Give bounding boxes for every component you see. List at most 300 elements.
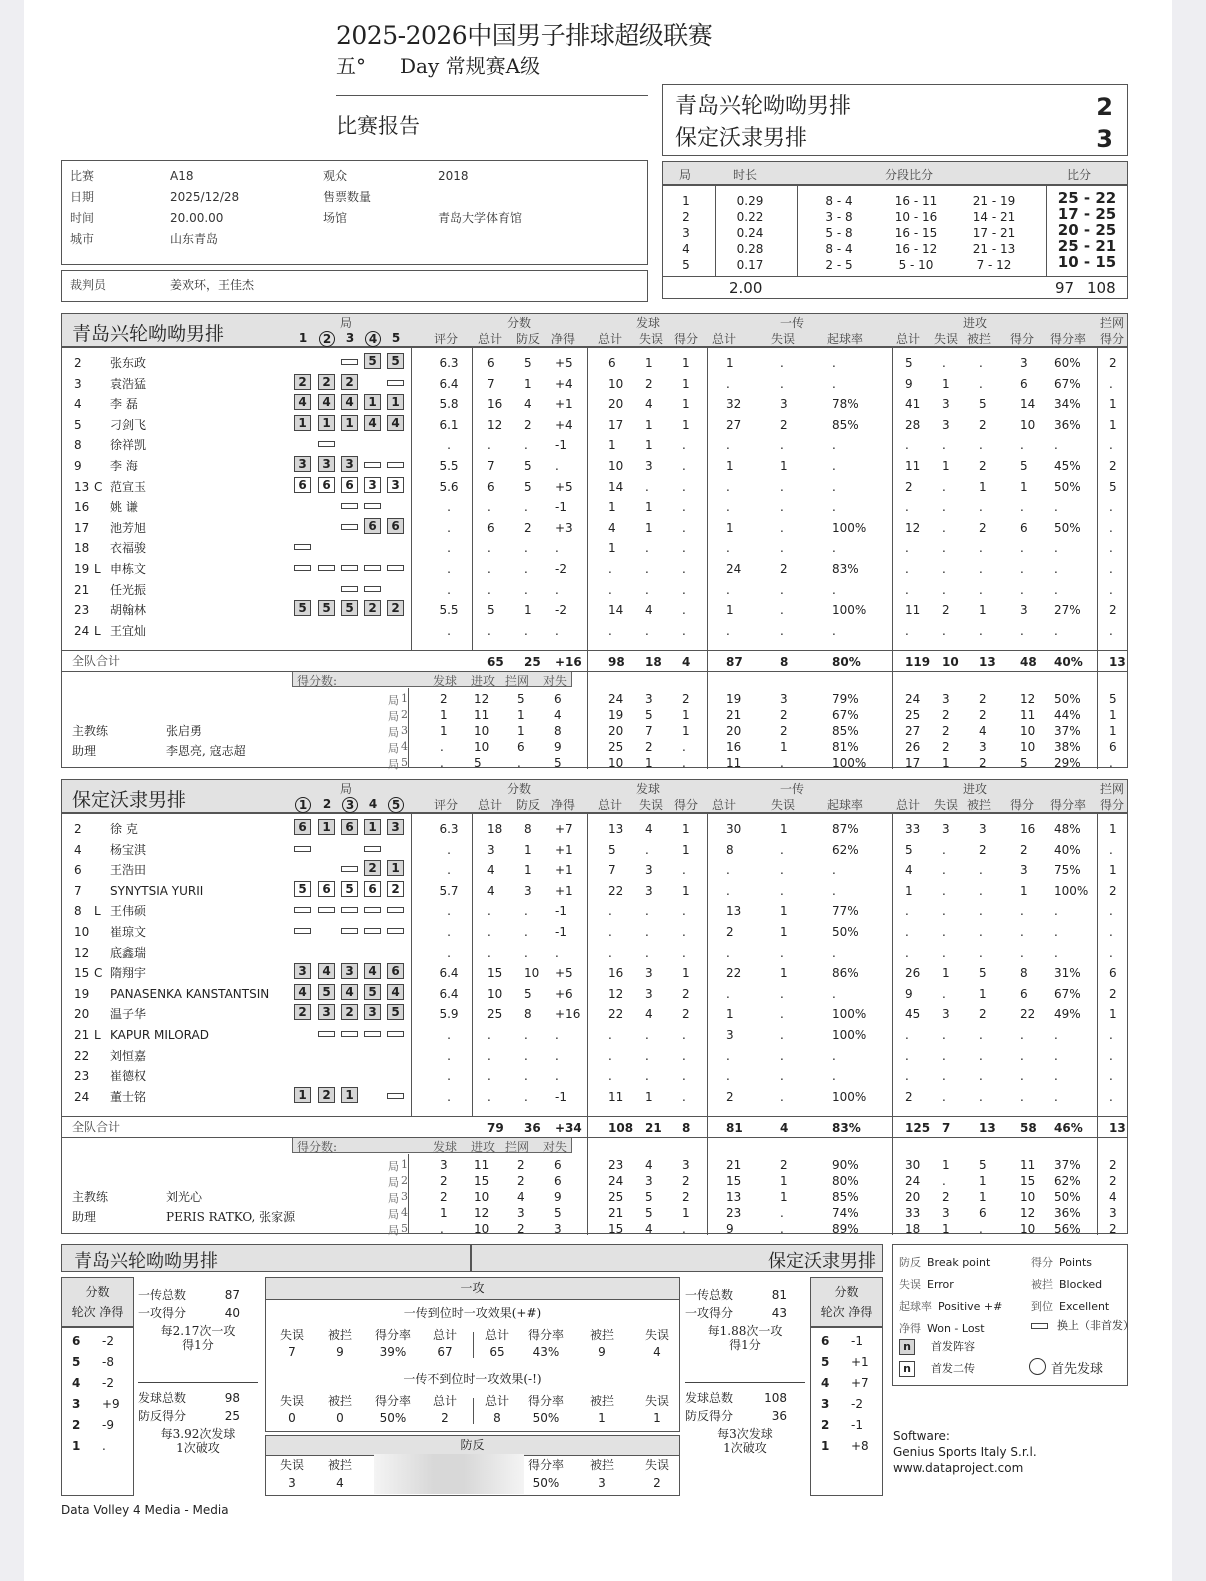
- stat-bp: 1: [524, 842, 532, 857]
- sideout-value: 9: [598, 1345, 606, 1359]
- player-row[interactable]: [62, 838, 1127, 859]
- stat-rt: 1: [726, 520, 734, 535]
- block-group-label: 拦网: [1100, 316, 1125, 330]
- player-row[interactable]: [62, 578, 1127, 599]
- set-p2: 5 - 10: [898, 258, 934, 272]
- set-stat-st: 15: [608, 1222, 624, 1236]
- stat-ap: 6: [1020, 520, 1028, 535]
- stat-bp: .: [524, 924, 528, 939]
- player-name: 王浩田: [110, 863, 147, 878]
- reception-group-label: 一传: [780, 782, 805, 796]
- set-stat-at: 24: [905, 692, 921, 706]
- stat-rt: 2: [726, 1089, 734, 1104]
- points-by-set-header: [292, 1138, 572, 1153]
- serve-group-label: 发球: [636, 316, 661, 330]
- player-row[interactable]: [62, 982, 1127, 1003]
- total-ap: 48: [1020, 655, 1037, 669]
- player-row[interactable]: [62, 961, 1127, 982]
- set-row-number: 1: [401, 692, 408, 705]
- set-stat-ab: 3: [979, 740, 987, 754]
- set-row-label: 局: [388, 726, 399, 739]
- rotation-row: [811, 1376, 882, 1397]
- player-rating: .: [447, 1027, 451, 1042]
- stat-rt: .: [726, 883, 730, 898]
- starting-rotation-box: 5: [341, 600, 358, 616]
- stat-ab: .: [979, 438, 983, 453]
- set-stat-at: 27: [905, 724, 921, 738]
- set-stat-se: 3: [645, 692, 653, 706]
- divider: [797, 186, 798, 276]
- starting-setter-box: 6: [294, 477, 311, 493]
- stat-st: .: [608, 1027, 612, 1042]
- player-row[interactable]: [62, 351, 1127, 372]
- home-bp-ratio-2: 1次破攻: [176, 1441, 220, 1455]
- set-stat-sp: 1: [682, 724, 690, 738]
- match-info-box: [61, 160, 648, 265]
- points-group-label: 分数: [507, 782, 532, 796]
- rotation-number: 2: [821, 1418, 830, 1432]
- player-row[interactable]: [62, 879, 1127, 900]
- set-stat-rt: 15: [726, 1174, 742, 1188]
- total-sp: 8: [682, 1121, 691, 1135]
- player-row[interactable]: [62, 392, 1127, 413]
- stat-bp: .: [524, 561, 528, 576]
- sideout-label: 总计: [432, 1394, 457, 1408]
- set-duration: 0.29: [736, 194, 764, 208]
- set-duration: 0.24: [736, 226, 764, 240]
- rotation-number: 6: [72, 1334, 81, 1348]
- set-p1: 3 - 8: [825, 210, 853, 224]
- venue-label: 场馆: [323, 211, 348, 225]
- pbs-header-pbs_serve: 发球: [433, 1140, 458, 1154]
- team-table-header: [62, 780, 1127, 814]
- set-stat-ap: 12: [1020, 1206, 1036, 1220]
- sideout-label: 失误: [644, 1394, 669, 1408]
- starting-rotation-box: 2: [318, 1087, 335, 1103]
- stat-bp: 8: [524, 822, 532, 836]
- round-day: Day: [400, 54, 440, 78]
- set-stat-re: .: [780, 1206, 784, 1220]
- stat-apc: 50%: [1054, 520, 1081, 535]
- substitution-marker: [387, 462, 404, 468]
- stat-ae: .: [942, 561, 946, 576]
- stat-ap: .: [1020, 438, 1024, 453]
- substitution-marker: [341, 928, 358, 934]
- substitution-legend-icon: [1031, 1323, 1048, 1329]
- stat-rp: .: [832, 541, 836, 556]
- first-serve-set-indicator: 2: [319, 331, 335, 347]
- player-number: 2: [74, 356, 82, 370]
- player-row[interactable]: [62, 475, 1127, 496]
- stat-ab: 5: [979, 397, 987, 412]
- substitution-marker: [341, 866, 358, 872]
- stat-se: .: [645, 479, 649, 494]
- legend-cn: 起球率: [899, 1300, 932, 1313]
- stat-net: .: [555, 623, 559, 638]
- stat-ae: 2: [942, 603, 950, 618]
- home-so-ratio-2: 得1分: [182, 1338, 214, 1352]
- set-duration: 0.22: [736, 210, 764, 224]
- sets-col-duration: [725, 193, 775, 273]
- player-row[interactable]: [62, 858, 1127, 879]
- tickets-label: 售票数量: [323, 190, 372, 204]
- stat-apc: 40%: [1054, 842, 1081, 857]
- stat-rp: 77%: [832, 904, 859, 919]
- set-stat-sp: 2: [682, 1174, 690, 1188]
- stat-at: 9: [905, 376, 913, 391]
- pbs-pa: 12: [474, 1206, 490, 1220]
- stat-ae: .: [942, 1027, 946, 1042]
- col-score: 比分: [1067, 168, 1092, 182]
- stat-bp: 3: [524, 883, 532, 898]
- stat-at: .: [905, 438, 909, 453]
- stat-net: .: [555, 458, 559, 473]
- stat-re: .: [780, 986, 784, 1001]
- total-ap: 58: [1020, 1121, 1037, 1135]
- rotation-net: .: [102, 1439, 106, 1453]
- reception-positive-header: 起球率: [827, 798, 864, 812]
- player-name: 底鑫瑞: [110, 945, 147, 960]
- stat-ae: .: [942, 1089, 946, 1104]
- starting-rotation-box: 5: [318, 600, 335, 616]
- player-row[interactable]: [62, 557, 1127, 578]
- rotation-header-left: 轮次: [71, 1305, 96, 1319]
- player-name: 董士铭: [110, 1089, 147, 1104]
- breakpoint-value: 2: [653, 1476, 661, 1490]
- home-rcv-total: 87: [224, 1288, 240, 1302]
- stat-pt: .: [487, 582, 491, 597]
- stat-rp: .: [832, 438, 836, 453]
- stat-net: +5: [555, 966, 573, 981]
- team-table-header: [62, 314, 1127, 348]
- pbs-po: 5: [554, 1206, 562, 1220]
- starting-rotation-box: 5: [364, 984, 381, 1000]
- rotation-net: +7: [851, 1376, 869, 1390]
- stat-ab: .: [979, 376, 983, 391]
- stat-net: +5: [555, 356, 573, 370]
- total-pt: 65: [487, 655, 504, 669]
- player-row[interactable]: [62, 454, 1127, 475]
- software-link[interactable]: www.dataproject.com: [893, 1461, 1024, 1475]
- stat-re: 1: [780, 458, 788, 473]
- set-p2: 16 - 12: [894, 242, 938, 256]
- block-points-header: 得分: [1100, 798, 1125, 812]
- set-stat-at: 18: [905, 1222, 921, 1236]
- legend-item: [899, 1251, 990, 1270]
- rotation-number: 6: [821, 1334, 830, 1348]
- player-name: KAPUR MILORAD: [110, 1027, 209, 1042]
- legend-en: Break point: [927, 1256, 991, 1269]
- starting-rotation-box: 3: [318, 1004, 335, 1020]
- sideout-label: 得分率: [527, 1328, 564, 1342]
- set-final-score: 10 - 15: [1057, 253, 1117, 271]
- stat-ab: .: [979, 500, 983, 515]
- player-row[interactable]: [62, 536, 1127, 557]
- league-title: 2025-2026中国男子排球超级联赛: [336, 21, 713, 50]
- referee-label: 裁判员: [70, 278, 107, 292]
- sideout-good-title: 一传到位时一攻效果(+#): [403, 1306, 542, 1320]
- sets-table-footer: [663, 277, 1127, 299]
- stat-re: .: [780, 582, 784, 597]
- stat-apc: .: [1054, 623, 1058, 638]
- team-name: 青岛兴轮呦呦男排: [72, 323, 225, 345]
- stat-re: 2: [780, 561, 788, 576]
- stat-ae: 3: [942, 397, 950, 412]
- divider: [707, 651, 708, 673]
- stat-rp: 87%: [832, 822, 859, 836]
- stat-se: 1: [645, 438, 653, 453]
- player-row[interactable]: [62, 817, 1127, 838]
- stat-ab: .: [979, 1069, 983, 1084]
- set-stat-ap: 12: [1020, 692, 1036, 706]
- player-row[interactable]: [62, 433, 1127, 454]
- legend-en: Won - Lost: [927, 1322, 985, 1335]
- player-row[interactable]: [62, 1023, 1127, 1044]
- stat-apc: 67%: [1054, 986, 1081, 1001]
- divider: [473, 1398, 474, 1424]
- set-duration: 0.28: [736, 242, 764, 256]
- stat-bp: .: [524, 623, 528, 638]
- player-name: 池芳旭: [110, 520, 147, 535]
- set-row-number: 5: [401, 756, 408, 769]
- stat-ab: 2: [979, 458, 987, 473]
- divider: [892, 672, 893, 769]
- player-number: 18: [74, 541, 90, 556]
- legend-cn: 失误: [899, 1278, 921, 1291]
- player-row[interactable]: [62, 899, 1127, 920]
- set-stat-ab: 5: [979, 1158, 987, 1172]
- stat-bp: 2: [524, 520, 532, 535]
- stat-ab: .: [979, 1089, 983, 1104]
- team-total-label: 全队合计: [72, 1120, 121, 1134]
- starting-rotation-box: 2: [341, 374, 358, 390]
- stat-pt: 3: [487, 842, 495, 857]
- substitution-marker: [318, 565, 335, 571]
- stat-ap: 8: [1020, 966, 1028, 981]
- stat-rp: .: [832, 500, 836, 515]
- pbs-pb: 1: [517, 724, 525, 738]
- player-number: 9: [74, 458, 82, 473]
- stat-bk: .: [1109, 500, 1113, 515]
- set-final-score: 17 - 25: [1057, 205, 1117, 223]
- sideout-label: 被拦: [589, 1328, 614, 1342]
- stat-se: 3: [645, 883, 653, 898]
- total-st: 98: [608, 655, 625, 669]
- player-name: 徐 克: [110, 822, 138, 836]
- set-stat-re: 2: [780, 724, 788, 738]
- col-set: 局: [679, 168, 692, 182]
- first-serve-legend-label: 首先发球: [1051, 1362, 1104, 1377]
- legend-item: [899, 1317, 985, 1336]
- stat-at: 4: [905, 863, 913, 878]
- stat-net: +1: [555, 842, 573, 857]
- set-stat-ap: 10: [1020, 1222, 1036, 1236]
- breakpoint-value: 3: [598, 1476, 606, 1490]
- stat-apc: 100%: [1054, 883, 1089, 898]
- pbs-header-pbs_block: 拦网: [505, 674, 530, 688]
- stat-ab: .: [979, 582, 983, 597]
- starting-rotation-box: 2: [387, 600, 404, 616]
- stat-sp: 1: [682, 356, 690, 370]
- set-stat-apc: 62%: [1054, 1174, 1081, 1188]
- starting-setter-box: 3: [364, 477, 381, 493]
- player-number: 8: [74, 904, 82, 919]
- attack-error-header: 失误: [934, 332, 959, 346]
- player-row[interactable]: [62, 1002, 1127, 1023]
- set-stat-bk: 5: [1109, 692, 1117, 706]
- legend-cn: 防反: [899, 1256, 921, 1269]
- pbs-pb: 1: [517, 708, 525, 722]
- stat-rt: 8: [726, 842, 734, 857]
- stat-net: .: [555, 1048, 559, 1063]
- player-row[interactable]: [62, 516, 1127, 537]
- stat-net: +3: [555, 520, 573, 535]
- player-row[interactable]: [62, 920, 1127, 941]
- stat-apc: 67%: [1054, 376, 1081, 391]
- player-number: 4: [74, 397, 82, 412]
- player-role: L: [94, 623, 101, 638]
- starting-rotation-box: 3: [318, 456, 335, 472]
- player-row[interactable]: [62, 1085, 1127, 1106]
- stat-pt: 6: [487, 479, 495, 494]
- set-stat-rt: 13: [726, 1190, 742, 1204]
- stat-pt: 4: [487, 863, 495, 878]
- player-row[interactable]: [62, 495, 1127, 516]
- set-final-score: 25 - 21: [1057, 237, 1117, 255]
- stat-st: 1: [608, 541, 616, 556]
- attack-group-label: 进攻: [963, 782, 988, 796]
- stat-st: 22: [608, 883, 624, 898]
- player-row[interactable]: [62, 1064, 1127, 1085]
- player-rating: .: [447, 1089, 451, 1104]
- home-so-ratio-1: 每2.17次一攻: [160, 1324, 236, 1338]
- set-stat-bk: 2: [1109, 1222, 1117, 1236]
- stat-rt: .: [726, 479, 730, 494]
- player-name: 隋翔宇: [110, 966, 147, 981]
- player-number: 21: [74, 582, 90, 597]
- stat-ae: .: [942, 883, 946, 898]
- pbs-header-pbs_block: 拦网: [505, 1140, 530, 1154]
- player-row[interactable]: [62, 598, 1127, 619]
- stat-pt: .: [487, 924, 491, 939]
- set-p3: 21 - 13: [972, 242, 1016, 256]
- total-at: 119: [905, 655, 931, 669]
- pbs-pb: 6: [517, 740, 525, 754]
- total-at: 125: [905, 1121, 931, 1135]
- stat-st: 1: [608, 438, 616, 453]
- stat-st: 14: [608, 603, 624, 618]
- attack-group-label: 进攻: [963, 316, 988, 330]
- player-row[interactable]: [62, 413, 1127, 434]
- stat-rt: .: [726, 500, 730, 515]
- player-row[interactable]: [62, 1044, 1127, 1065]
- starting-rotation-box: 1: [341, 415, 358, 431]
- set-row-number: 4: [401, 740, 408, 753]
- player-row[interactable]: [62, 941, 1127, 962]
- set-stat-ab: 1: [979, 1190, 987, 1204]
- stat-net: -1: [555, 500, 567, 515]
- set-stat-re: 2: [780, 708, 788, 722]
- legend-en: Blocked: [1059, 1278, 1103, 1291]
- stat-bp: 10: [524, 966, 540, 981]
- round-prefix: 五°: [336, 54, 366, 78]
- player-row[interactable]: [62, 619, 1127, 640]
- city-value: 山东青岛: [170, 232, 219, 246]
- substitution-marker: [364, 907, 381, 913]
- away-srv-total-label: 发球总数: [685, 1391, 734, 1405]
- stat-ae: 1: [942, 458, 950, 473]
- stat-bk: 2: [1109, 356, 1117, 370]
- stat-at: 28: [905, 417, 921, 432]
- player-rating: 5.8: [439, 397, 459, 412]
- set-stat-bk: 4: [1109, 1190, 1117, 1204]
- stat-sp: .: [682, 623, 686, 638]
- rotation-net: +9: [102, 1397, 120, 1411]
- starting-rotation-box: 4: [318, 963, 335, 979]
- stat-net: .: [555, 541, 559, 556]
- total-ae: 10: [942, 655, 959, 669]
- stat-rp: .: [832, 863, 836, 878]
- player-row[interactable]: [62, 372, 1127, 393]
- substitution-marker: [294, 544, 311, 550]
- player-rating: .: [447, 541, 451, 556]
- divider: [707, 1138, 708, 1235]
- blurred-region: [374, 1454, 524, 1494]
- pbs-ps: 1: [440, 1206, 448, 1220]
- rotation-number: 5: [821, 1355, 830, 1369]
- stat-ae: .: [942, 356, 946, 370]
- total-duration: 2.00: [729, 279, 763, 297]
- starter-legend-icon: n: [899, 1339, 915, 1355]
- player-name: 温子华: [110, 1007, 147, 1022]
- rotation-header: [62, 1278, 133, 1328]
- stat-rt: .: [726, 1069, 730, 1084]
- set-stat-re: 1: [780, 740, 788, 754]
- stat-bk: .: [1109, 541, 1113, 556]
- stat-at: .: [905, 1027, 909, 1042]
- stat-net: +1: [555, 883, 573, 898]
- player-role: L: [94, 1027, 101, 1042]
- set-stat-sp: .: [682, 756, 686, 770]
- sideout-value: 0: [336, 1411, 344, 1425]
- set-stat-st: 21: [608, 1206, 624, 1220]
- set-stat-apc: 29%: [1054, 756, 1081, 770]
- away-team-stats: [61, 779, 1128, 1237]
- set-stat-se: 5: [645, 1206, 653, 1220]
- stat-st: 10: [608, 458, 624, 473]
- stat-re: .: [780, 520, 784, 535]
- total-st: 108: [608, 1121, 634, 1135]
- stat-rp: .: [832, 376, 836, 391]
- player-number: 24: [74, 1089, 90, 1104]
- stat-sp: .: [682, 458, 686, 473]
- stat-pt: 18: [487, 822, 503, 836]
- stat-at: 1: [905, 883, 913, 898]
- legend-cn: 得分: [1031, 1256, 1053, 1269]
- rotation-number: 4: [72, 1376, 81, 1390]
- set-stat-ae: .: [942, 1174, 946, 1188]
- stat-net: .: [555, 582, 559, 597]
- serve-total-header: 总计: [598, 798, 623, 812]
- sets-table-header: [663, 162, 1127, 186]
- substitution-marker: [318, 907, 335, 913]
- total-home-points: 97: [1055, 279, 1075, 297]
- stat-net: .: [555, 1027, 559, 1042]
- stat-sp: .: [682, 945, 686, 960]
- stat-re: .: [780, 863, 784, 878]
- set-final-score: 25 - 22: [1057, 189, 1117, 207]
- stat-net: +1: [555, 863, 573, 878]
